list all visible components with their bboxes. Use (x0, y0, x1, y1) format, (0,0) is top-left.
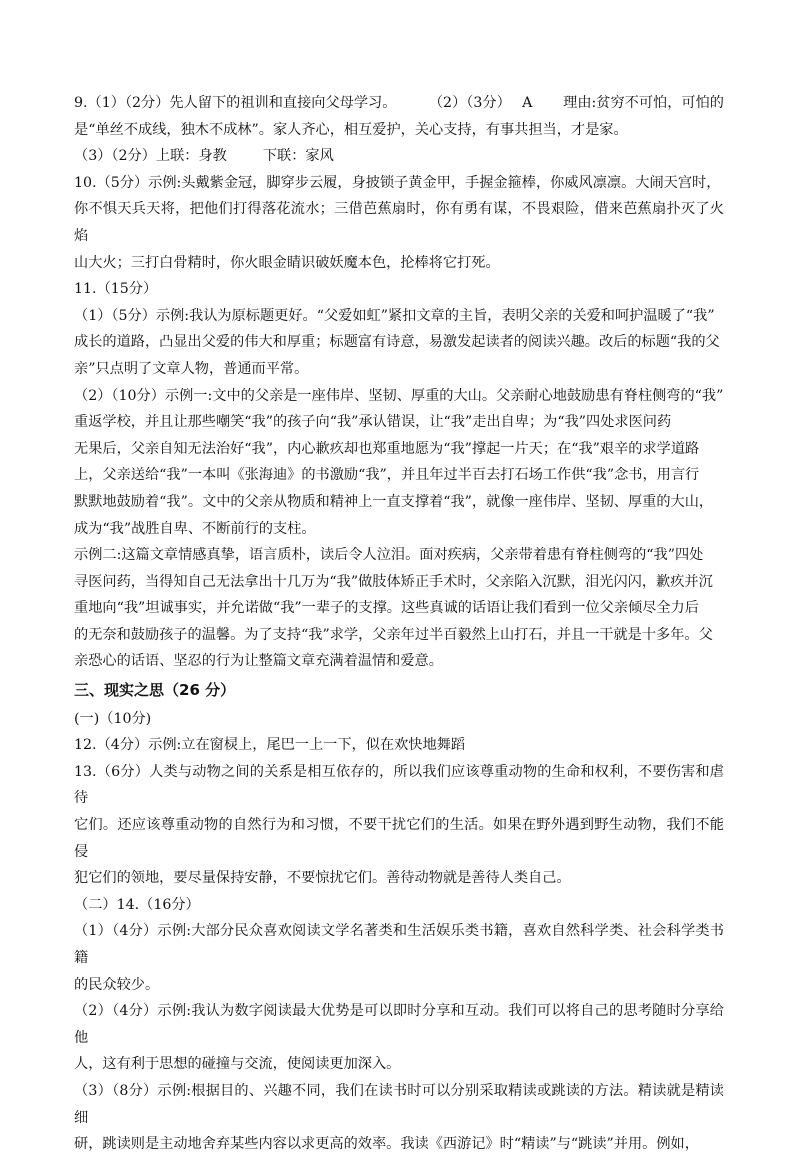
q9-part2-answer: A (522, 95, 533, 111)
q14-2-line: 人，这有利于思想的碰撞与交流，使阅读更加深入。 (74, 1056, 401, 1073)
q9-part2-label: （2）（3分） (428, 95, 511, 111)
q14-2-line: （2）（4分）示例:我认为数字阅读最大优势是可以即时分享和互动。我们可以将自己的思考随时分享给他 (74, 1003, 724, 1046)
q11-part1-line: 亲”只点明了文章人物，普通而平常。 (74, 360, 309, 377)
q11-example2-line: 重地向“我”坦诚事实，并允诺做“我”一辈子的支撑。这些真诚的话语让我们看到一位父亲倾尽全力后 (74, 600, 699, 617)
q13-line: 它们。还应该尊重动物的自然行为和习惯，不要干扰它们的生活。如果在野外遇到野生动物，我们不能侵 (74, 817, 724, 860)
q11-part2-line: 默默地鼓励着“我”。文中的父亲从物质和精神上一直支撑着“我”，就像一座伟岸、坚韧、厚重的大山， (74, 493, 714, 510)
q14-3-line: 研，跳读则是主动地舍弃某些内容以求更高的效率。我读《西游记》时“精读”与“跳读”并用。例如， (74, 1136, 699, 1153)
q11-part2-line: 重返学校，并且让那些嘲笑“我”的孩子向“我”承认错误，让“我”走出自卑；为“我”四处求医问药 (74, 414, 672, 431)
q11-example2-line: 寻医问药，当得知自己无法拿出十几万为“我”做肢体矫正手术时，父亲陷入沉默，泪光闪闪，歉疚并沉 (74, 573, 713, 590)
section3-sub1: (一)（10分) (74, 710, 152, 727)
q9-part2-reason: 理由:贫穷不可怕，可怕的 (563, 95, 724, 111)
q9-part1: 9.（1）（2分）先人留下的祖训和直接向父母学习。 (74, 95, 397, 111)
q11-example2-line: 亲恐心的话语、坚忍的行为让整篇文章充满着温情和爱意。 (74, 653, 443, 670)
q9-line-1 (74, 90, 724, 117)
q11-part2-line: （2）（10分）示例一:文中的父亲是一座伟岸、坚韧、厚重的大山。父亲耐心地鼓励患有脊柱侧弯的“我” (74, 387, 724, 404)
answer-sheet-page (74, 90, 724, 1158)
q11-example2-line: 示例二:这篇文章情感真挚，语言质朴，读后令人泣泪。面对疾病，父亲带着患有脊柱侧弯的“我”四处 (74, 547, 704, 564)
q12-line: 12.（4分）示例:立在窗棂上，尾巴一上一下，似在欢快地舞蹈 (74, 737, 466, 754)
q11-part2-line: 成为“我”战胜自卑、不断前行的支柱。 (74, 520, 316, 537)
q13-line: 犯它们的领地，要尽量保持安静，不要惊扰它们。善待动物就是善待人类自己。 (74, 870, 571, 887)
q9-line-2: 是“单丝不成线，独木不成林”。家人齐心，相互爱护，关心支持，有事共担当，才是家。 (74, 121, 628, 138)
q13-line: 13.（6分）人类与动物之间的关系是相互依存的，所以我们应该尊重动物的生命和权利，不要伤害和虐待 (74, 763, 724, 807)
q9-part3-label: （3）（2分）上联：身教 (74, 148, 227, 165)
q9-line-3 (74, 143, 724, 170)
q11-part1-line: 成长的道路，凸显出父爱的伟大和厚重；标题富有诗意，易激发起读者的阅读兴趣。改后的标题“我的父 (74, 334, 720, 351)
section3-title: 三、现实之思（26 分） (74, 681, 236, 700)
q14-1-line: （1）（4分）示例:大部分民众喜欢阅读文学名著类和生活娱乐类书籍，喜欢自然科学类、社会科学类书籍 (74, 923, 724, 966)
q10-line: 山大火；三打白骨精时，你火眼金睛识破妖魔本色，抡棒将它打死。 (74, 254, 500, 271)
q10-line: 你不惧天兵天将，把他们打得落花流水；三借芭蕉扇时，你有勇有谋，不畏艰险，借来芭蕉扇扑灭了火焰 (74, 201, 724, 244)
q10-line: 10.（5分）示例:头戴紫金冠，脚穿步云履，身披锁子黄金甲，手握金箍棒，你威风凛凛。大闹天宫时， (74, 174, 721, 191)
q9-part3-second: 下联：家风 (262, 148, 334, 165)
q11-part1-line: （1）（5分）示例:我认为原标题更好。“父爱如虹”紧扣文章的主旨，表明父亲的关爱和呵护温暖了“我” (74, 307, 715, 324)
q11-part2-line: 无果后，父亲自知无法治好“我”，内心歉疚却也郑重地愿为“我”撑起一片天；在“我”艰辛的求学道路 (74, 440, 700, 457)
q14-3-line: （3）（8分）示例:根据目的、兴趣不同，我们在读书时可以分别采取精读或跳读的方法。精读就是精读细 (74, 1082, 724, 1126)
q11-header: 11.（15分） (74, 281, 158, 298)
q11-example2-line: 的无奈和鼓励孩子的温馨。为了支持“我”求学，父亲年过半百毅然上山打石，并且一干就是十多年。父 (74, 626, 713, 643)
q14-header: （二）14.（16分） (74, 896, 200, 913)
q11-part2-line: 上，父亲送给“我”一本叫《张海迪》的书激励“我”，并且年过半百去打石场工作供“我”念书，用言行 (74, 467, 700, 484)
q14-1-line: 的民众较少。 (74, 976, 160, 993)
